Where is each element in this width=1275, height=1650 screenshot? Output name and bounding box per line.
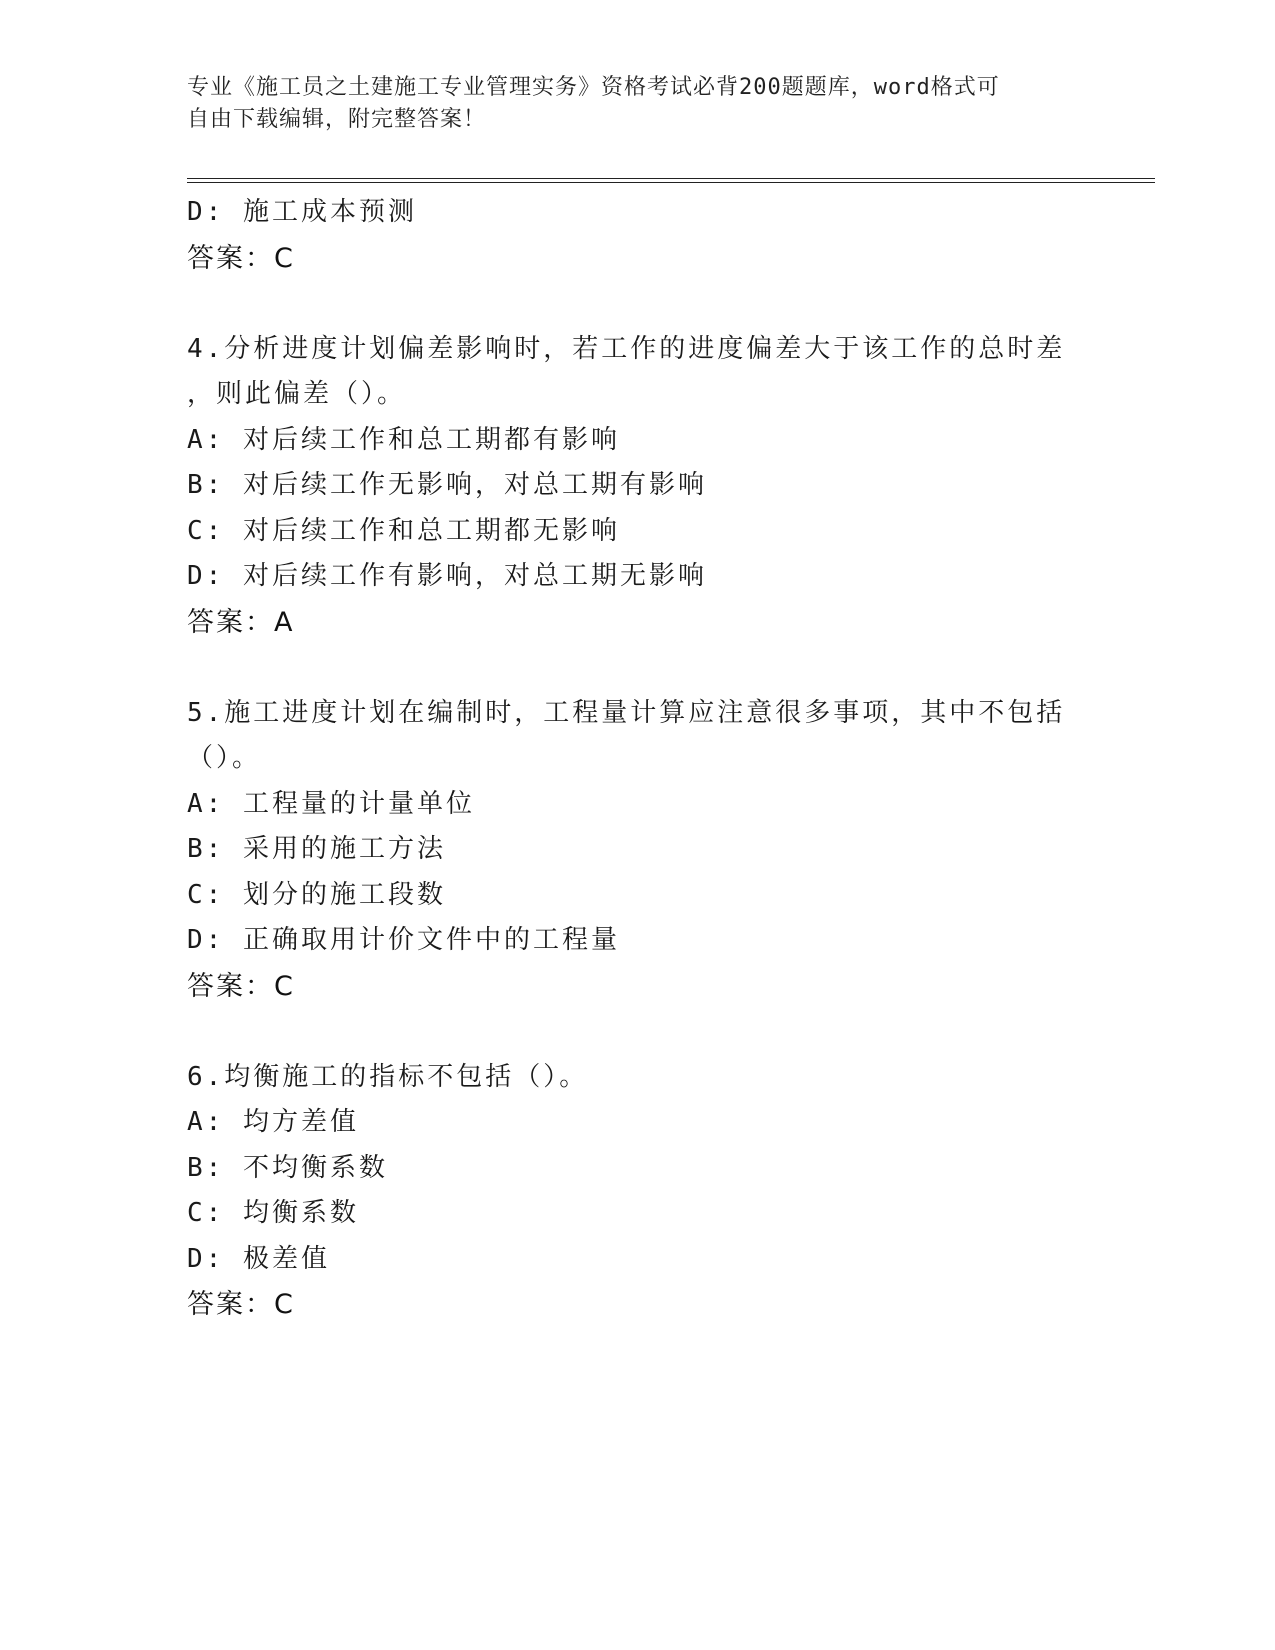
q4-option-b: B: 对后续工作无影响，对总工期有影响 — [187, 470, 707, 500]
q3-answer: 答案：C — [187, 242, 295, 274]
question-6 — [187, 1055, 1087, 1328]
q5-option-b: B: 采用的施工方法 — [187, 834, 446, 864]
q6-option-d: D: 极差值 — [187, 1243, 330, 1274]
q4-stem-line-2: ，则此偏差（）。 — [187, 379, 407, 409]
header-divider — [187, 178, 1155, 183]
q4-option-a: A: 对后续工作和总工期都有影响 — [187, 424, 620, 455]
q5-option-c: C: 划分的施工段数 — [187, 879, 446, 910]
q6-option-c: C: 均衡系数 — [187, 1198, 359, 1228]
page-header — [187, 72, 1067, 136]
header-title-line-2: 自由下载编辑，附完整答案！ — [187, 107, 487, 132]
spacer — [187, 645, 1087, 691]
q4-option-c: C: 对后续工作和总工期都无影响 — [187, 515, 620, 546]
header-title-line-1: 专业《施工员之土建施工专业管理实务》资格考试必背200题题库，word格式可 — [187, 75, 1000, 100]
q4-answer: 答案：A — [187, 606, 295, 638]
question-4 — [187, 327, 1087, 646]
spacer — [187, 281, 1087, 327]
q3-option-d: D: 施工成本预测 — [187, 197, 417, 227]
q4-option-d: D: 对后续工作有影响，对总工期无影响 — [187, 561, 707, 591]
q4-stem-line-1: 4.分析进度计划偏差影响时，若工作的进度偏差大于该工作的总时差 — [187, 333, 1066, 364]
question-list — [187, 190, 1087, 1328]
q6-option-a: A: 均方差值 — [187, 1107, 359, 1137]
q5-option-d: D: 正确取用计价文件中的工程量 — [187, 925, 620, 955]
spacer — [187, 1009, 1087, 1055]
q5-answer: 答案：C — [187, 970, 295, 1002]
q5-option-a: A: 工程量的计量单位 — [187, 788, 475, 819]
question-5 — [187, 691, 1087, 1010]
q6-option-b: B: 不均衡系数 — [187, 1152, 388, 1183]
q5-stem-line-1: 5.施工进度计划在编制时，工程量计算应注意很多事项，其中不包括 — [187, 697, 1066, 728]
q5-stem-line-2: （）。 — [187, 743, 262, 773]
q6-answer: 答案：C — [187, 1289, 295, 1320]
q6-stem-line-1: 6.均衡施工的指标不包括（）。 — [187, 1061, 589, 1092]
